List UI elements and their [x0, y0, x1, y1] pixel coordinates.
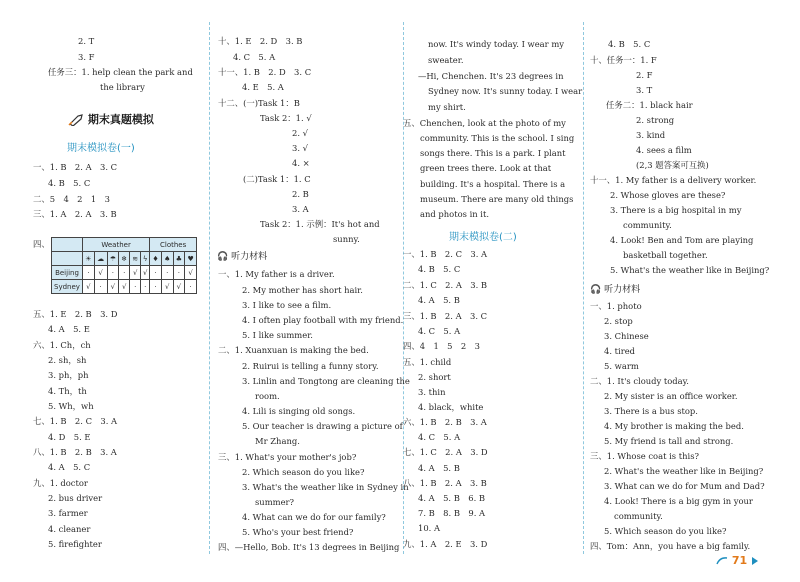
weather-rain-icon: ☂ [107, 252, 119, 266]
answer-line: 四、4 1 5 2 3 [403, 341, 480, 351]
answer-line: 4. A 5. B 6. B [418, 493, 486, 503]
answer-line: 4. Th，th [48, 386, 87, 396]
answer-line: 三、1. B 2. A 3. C [403, 311, 488, 321]
listening-line: 五、Chenchen, look at the photo of my [403, 118, 566, 128]
listening-line: 2. stop [604, 316, 633, 326]
table-row [52, 266, 197, 280]
answer-line: basketball together. [623, 250, 708, 260]
listening-line: 二、1. It's cloudy today. [590, 376, 689, 386]
table-cell: · [130, 280, 141, 294]
answer-line: sunny. [333, 234, 360, 244]
headphones-icon: 🎧 [217, 252, 229, 262]
listening-line: 四、Tom：Ann，you have a big family. [590, 541, 751, 551]
answer-line: 2. strong [636, 115, 675, 125]
answer-line: 十、任务一：1. F [590, 55, 657, 65]
listening-line: 2. What's the weather like in Beijing? [604, 466, 764, 476]
listening-line: 4. Look! There is a big gym in your [604, 496, 753, 506]
answer-line: 2. B [292, 189, 309, 199]
weather-snow-icon: ❄ [119, 252, 130, 266]
table-corner [52, 238, 83, 252]
table-cell: √ [94, 266, 107, 280]
table-cell: · [150, 280, 162, 294]
clothes-shirt-icon: ♠ [161, 252, 173, 266]
answer-line: (二)Task 1：1. C [243, 174, 311, 184]
table-cell: √ [173, 280, 185, 294]
answer-line: 任务二：1. black hair [606, 100, 693, 110]
listening-line: Sydney now. It's sunny today. I wear [428, 86, 583, 96]
listening-line: songs there. This is a park. I plant [420, 148, 566, 158]
listening-line: community. [614, 511, 663, 521]
answer-line: 7. B 8. B 9. A [418, 508, 486, 518]
answer-line: 2. Whose gloves are these? [610, 190, 726, 200]
weather-header: Weather [83, 238, 150, 252]
answer-line: 5. firefighter [48, 539, 102, 549]
listening-line: now. It's windy today. I wear my [428, 39, 564, 49]
listening-line: 4. What can we do for our family? [242, 512, 386, 522]
answer-line: 六、1. B 2. B 3. A [403, 417, 487, 427]
listening-line: 4. My brother is making the bed. [604, 421, 744, 431]
answer-line: 5. Wh，wh [48, 401, 94, 411]
listening-line: 一、1. photo [590, 301, 642, 311]
answer-line: 五、1. E 2. B 3. D [33, 309, 118, 319]
exam-title: 期末模拟卷(一) [67, 143, 135, 154]
answer-line: 3. √ [292, 143, 308, 153]
table-cell: · [150, 266, 162, 280]
answer-line: 4. × [292, 158, 310, 168]
listening-title: 听力材料 [604, 285, 641, 295]
answer-line: 4. E 5. A [242, 82, 284, 92]
answer-line: 10. A [418, 523, 441, 533]
answer-line: 八、1. B 2. B 3. A [33, 447, 117, 457]
answer-line: Task 2：1. √ [260, 113, 312, 123]
listening-line: 2. My mother has short hair. [242, 285, 363, 295]
answer-line: 4. D 5. E [48, 432, 91, 442]
answer-line: 二、5 4 2 1 3 [33, 194, 110, 204]
listening-line: summer? [255, 497, 295, 507]
listening-line: my shirt. [428, 102, 466, 112]
table-cell: · [119, 266, 130, 280]
answer-line: 2. √ [292, 128, 308, 138]
answer-line: 4. sees a film [636, 145, 692, 155]
table-cell: · [107, 266, 119, 280]
table-cell: · [173, 266, 185, 280]
listening-line: 二、1. Xuanxuan is making the bed. [218, 345, 369, 355]
listening-line: Mr Zhang. [255, 436, 300, 446]
section-heading [68, 111, 154, 127]
table-cell: · [94, 280, 107, 294]
listening-line: building. It's a hospital. There is a [420, 179, 566, 189]
listening-line: 5. My friend is tall and strong. [604, 436, 734, 446]
listening-line: —Hi, Chenchen. It's 23 degrees in [418, 71, 564, 81]
listening-line: museum. There are many old things [420, 194, 574, 204]
listening-title: 听力材料 [231, 252, 268, 262]
answer-line: 4. Look! Ben and Tom are playing [610, 235, 754, 245]
table-cell: √ [83, 280, 95, 294]
listening-line: green trees there. Look at that [420, 163, 552, 173]
clothes-sweater-icon: ♣ [173, 252, 185, 266]
listening-line: 5. Who's your best friend? [242, 527, 354, 537]
listening-line: community. This is the school. I sing [420, 133, 575, 143]
row-label: Beijing [52, 266, 83, 280]
listening-line: 3. There is a bus stop. [604, 406, 698, 416]
answer-line: 2. short [418, 372, 451, 382]
answer-line: 4. C 5. A [418, 326, 461, 336]
clothes-header: Clothes [150, 238, 197, 252]
listening-line: 三、1. Whose coat is this? [590, 451, 699, 461]
table-cell: √ [185, 266, 197, 280]
answer-line: 4. C 5. A [233, 52, 276, 62]
listening-heading [590, 282, 640, 295]
table-cell: · [83, 266, 95, 280]
weather-cloud-icon: ☁ [94, 252, 107, 266]
answer-line: 4. A 5. B [418, 295, 460, 305]
listening-line: 3. Chinese [604, 331, 649, 341]
answer-line: 5. What's the weather like in Beijing? [610, 265, 770, 275]
answer-line: 3. T [636, 85, 653, 95]
weather-storm-icon: ϟ [141, 252, 150, 266]
listening-line: 3. What can we do for Mum and Dad? [604, 481, 765, 491]
listening-line: sweater. [428, 55, 464, 65]
answer-line: 3. kind [636, 130, 666, 140]
answer-line: 九、1. A 2. E 3. D [403, 539, 488, 549]
answer-line: 五、1. child [403, 357, 452, 367]
answer-line: 4. B 5. C [48, 178, 91, 188]
answer-line: 四、 [33, 239, 50, 249]
answer-line: 一、1. B 2. C 3. A [403, 249, 488, 259]
answer-line: 任务三：1. help clean the park and [48, 67, 193, 77]
answer-line: (2,3 题答案可互换) [636, 160, 709, 170]
listening-line: 2. My sister is an office worker. [604, 391, 738, 401]
table-cell: · [185, 280, 197, 294]
listening-line: 一、1. My father is a driver. [218, 269, 335, 279]
table-cell: · [141, 280, 150, 294]
page-number-text: 71 [731, 554, 748, 567]
answer-line: 4. B 5. C [608, 39, 651, 49]
listening-line: 5. Our teacher is drawing a picture of [242, 421, 403, 431]
answer-line: 4. cleaner [48, 524, 91, 534]
table-cell: √ [161, 280, 173, 294]
clothes-coat-icon: ♦ [150, 252, 162, 266]
listening-line: room. [255, 391, 280, 401]
listening-line: 5. warm [604, 361, 639, 371]
answer-line: 3. ph，ph [48, 370, 89, 380]
listening-line: 2. Which season do you like? [242, 467, 365, 477]
answer-line: 2. sh，sh [48, 355, 87, 365]
answer-line: community. [623, 220, 672, 230]
answer-line: 七、1. C 2. A 3. D [403, 447, 488, 457]
table-cell: √ [141, 266, 150, 280]
table-cell: · [161, 266, 173, 280]
answer-line: 七、1. B 2. C 3. A [33, 416, 118, 426]
table-cell: √ [130, 266, 141, 280]
listening-heading [217, 249, 267, 262]
listening-line: 3. What's the weather like in Sydney in [242, 482, 409, 492]
listening-line: 3. I like to see a film. [242, 300, 332, 310]
weather-sun-icon: ☀ [83, 252, 95, 266]
listening-line: 三、1. What's your mother's job? [218, 452, 357, 462]
answer-line: 4. A 5. C [48, 462, 91, 472]
listening-line: 4. I often play football with my friend. [242, 315, 404, 325]
answer-line: 4. C 5. A [418, 432, 461, 442]
listening-line: 4. Lili is singing old songs. [242, 406, 356, 416]
column-divider [583, 22, 584, 554]
listening-line: and photos in it. [420, 209, 490, 219]
answer-line: 3. There is a big hospital in my [610, 205, 742, 215]
listening-line: 5. Which season do you like? [604, 526, 727, 536]
answer-line: 2. bus driver [48, 493, 103, 503]
answer-line: 九、1. doctor [33, 478, 88, 488]
rocket-icon [68, 114, 84, 126]
answer-line: 2. T [78, 36, 95, 46]
answer-line: 3. F [78, 52, 95, 62]
answer-line: Task 2：1. 示例：It's hot and [260, 219, 380, 229]
answer-line: 十、1. E 2. D 3. B [218, 36, 303, 46]
listening-line: 2. Ruirui is telling a funny story. [242, 361, 379, 371]
arrow-right-icon [751, 556, 759, 566]
table-cell: √ [119, 280, 130, 294]
column-divider [209, 22, 210, 554]
listening-line: 四、—Hello, Bob. It's 13 degrees in Beijing [218, 542, 400, 552]
clothes-dress-icon: ♥ [185, 252, 197, 266]
table-corner [52, 252, 83, 266]
exam-title: 期末模拟卷(二) [449, 232, 517, 243]
table-cell: √ [107, 280, 119, 294]
section-title: 期末真题模拟 [87, 113, 154, 126]
answer-line: 2. F [636, 70, 653, 80]
answer-line: 六、1. Ch，ch [33, 340, 91, 350]
answer-line: 3. A [292, 204, 309, 214]
table-row [52, 280, 197, 294]
weather-wind-icon: ≋ [130, 252, 141, 266]
answer-line: the library [100, 82, 145, 92]
answer-line: 十一、1. B 2. D 3. C [218, 67, 312, 77]
answer-line: 一、1. B 2. A 3. C [33, 162, 118, 172]
page-number [716, 554, 759, 567]
listening-line: 5. I like summer. [242, 330, 313, 340]
weather-table [51, 237, 197, 294]
page-ornament-icon [716, 556, 728, 566]
answer-line: 八、1. B 2. A 3. B [403, 478, 487, 488]
answer-line: 4. B 5. C [418, 264, 461, 274]
answer-line: 3. farmer [48, 508, 88, 518]
answer-line: 4. A 5. B [418, 463, 460, 473]
answer-line: 二、1. C 2. A 3. B [403, 280, 488, 290]
headphones-icon: 🎧 [590, 285, 602, 295]
answer-line: 十一、1. My father is a delivery worker. [590, 175, 757, 185]
listening-line: 4. tired [604, 346, 636, 356]
row-label: Sydney [52, 280, 83, 294]
answer-line: 十二、(一)Task 1：B [218, 98, 300, 108]
listening-line: 3. Linlin and Tongtong are cleaning the [242, 376, 410, 386]
answer-line: 3. thin [418, 387, 446, 397]
answer-line: 4. black，white [418, 402, 484, 412]
answer-line: 4. A 5. E [48, 324, 90, 334]
answer-line: 三、1. A 2. A 3. B [33, 209, 117, 219]
